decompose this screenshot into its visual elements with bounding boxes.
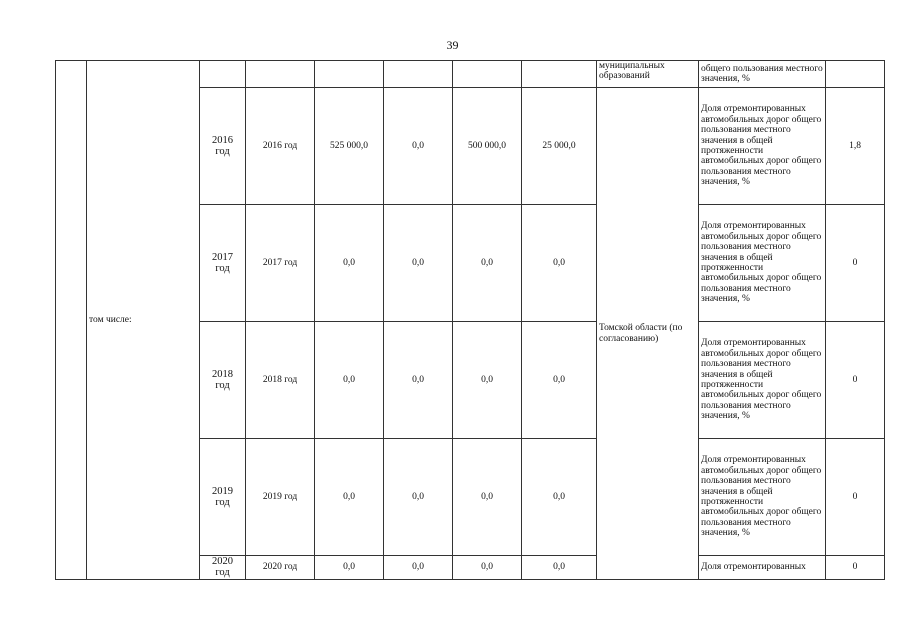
year-cell: 2019 год	[246, 439, 315, 556]
period-year: 2020	[212, 556, 233, 567]
period-cell	[200, 556, 246, 580]
indicator-cell: Доля отремонтированных автомобильных дорог общего пользования местного значения в общей протяженности автомобильных дорог общего пользования местного значения, %	[699, 88, 826, 205]
blank-cell	[384, 61, 453, 88]
value-cell: 500 000,0	[453, 88, 522, 205]
indicator-value-cell: 0	[826, 556, 885, 580]
year-cell: 2020 год	[246, 556, 315, 580]
blank-cell	[246, 61, 315, 88]
program-table	[55, 60, 885, 580]
value-cell: 0,0	[384, 556, 453, 580]
period-cell	[200, 322, 246, 439]
indicator-value-cell: 0	[826, 205, 885, 322]
indicator-cell: Доля отремонтированных автомобильных дорог общего пользования местного значения в общей протяженности автомобильных дорог общего пользования местного значения, %	[699, 439, 826, 556]
indicator-cell-top: общего пользования местного значения, %	[699, 61, 826, 88]
value-cell: 0,0	[453, 556, 522, 580]
period-word: год	[215, 263, 230, 274]
period-year: 2017	[212, 252, 233, 263]
value-cell: 0,0	[453, 205, 522, 322]
year-cell: 2016 год	[246, 88, 315, 205]
indicator-value-cell: 1,8	[826, 88, 885, 205]
indicator-cell: Доля отремонтированных автомобильных дорог общего пользования местного значения в общей протяженности автомобильных дорог общего пользования местного значения, %	[699, 322, 826, 439]
value-cell: 0,0	[522, 439, 597, 556]
period-word: год	[215, 497, 230, 508]
value-cell: 0,0	[384, 205, 453, 322]
year-cell: 2018 год	[246, 322, 315, 439]
period-cell	[200, 439, 246, 556]
value-cell: 0,0	[522, 322, 597, 439]
value-cell: 0,0	[315, 556, 384, 580]
executor-cell: Томской области (по согласованию)	[597, 88, 699, 580]
blank-cell	[826, 61, 885, 88]
indicator-value-cell: 0	[826, 322, 885, 439]
period-year: 2016	[212, 135, 233, 146]
blank-cell	[453, 61, 522, 88]
value-cell: 25 000,0	[522, 88, 597, 205]
value-cell: 0,0	[315, 322, 384, 439]
value-cell: 0,0	[384, 439, 453, 556]
value-cell: 0,0	[315, 205, 384, 322]
value-cell: 0,0	[453, 322, 522, 439]
blank-cell	[315, 61, 384, 88]
page-number: 39	[446, 38, 459, 52]
indicator-cell: Доля отремонтированных	[699, 556, 826, 580]
year-cell: 2017 год	[246, 205, 315, 322]
value-cell: 0,0	[453, 439, 522, 556]
blank-cell	[56, 61, 87, 580]
executor-cell-top: муниципальных образований	[597, 61, 699, 88]
value-cell: 0,0	[315, 439, 384, 556]
period-year: 2019	[212, 486, 233, 497]
item-description-cell: том числе:	[87, 61, 200, 580]
period-word: год	[215, 567, 230, 578]
value-cell: 0,0	[384, 88, 453, 205]
value-cell: 0,0	[384, 322, 453, 439]
period-cell	[200, 88, 246, 205]
value-cell: 0,0	[522, 556, 597, 580]
table-row	[56, 61, 885, 88]
period-cell	[200, 205, 246, 322]
blank-cell	[522, 61, 597, 88]
period-year: 2018	[212, 369, 233, 380]
indicator-cell: Доля отремонтированных автомобильных дорог общего пользования местного значения в общей протяженности автомобильных дорог общего пользования местного значения, %	[699, 205, 826, 322]
value-cell: 525 000,0	[315, 88, 384, 205]
period-word: год	[215, 146, 230, 157]
value-cell: 0,0	[522, 205, 597, 322]
indicator-value-cell: 0	[826, 439, 885, 556]
blank-cell	[200, 61, 246, 88]
period-word: год	[215, 380, 230, 391]
